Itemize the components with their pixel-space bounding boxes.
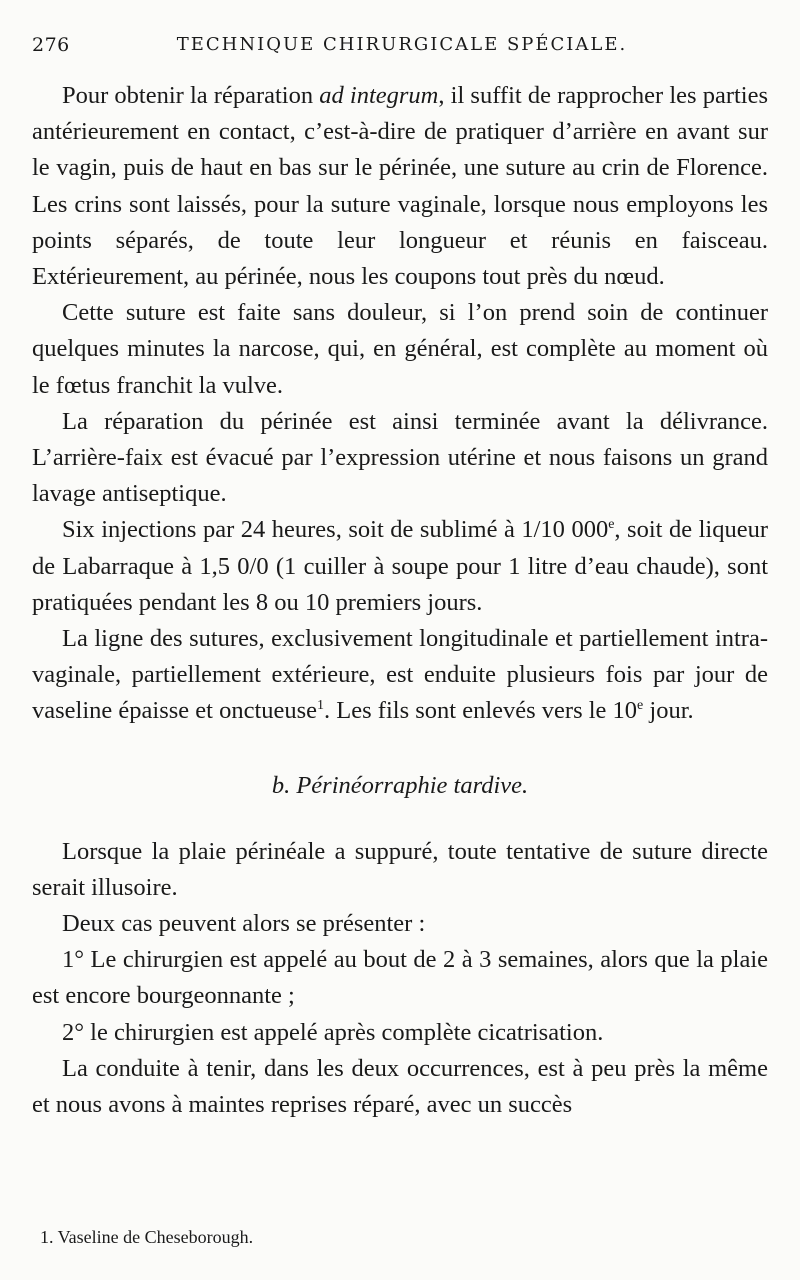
body-text [32,78,768,1123]
paragraph-text: , il suffit de rapprocher les parties antérieurement en contact, c’est-à-dire de pratiquer d’arrière en avant sur le vagin, puis de haut en bas sur le périnée, une suture au crin de Florence. Les crins sont laissés, pour la suture vaginale, lorsque nous employons les points séparés, de toute leur longueur et réunis en faisceau. Extérieurement, au périnée, nous les coupons tout près du nœud. [32,82,769,291]
paragraph-text: La ligne des sutures, exclusivement longitudinale et partiellement intra-vaginale, partiellement extérieure, est enduite plusieurs fois par jour de vaseline épaisse et onctueuse [32,625,768,725]
paragraph-suture: Cette suture est faite sans douleur, si l’on prend soin de continuer quelques minutes la narcose, qui, en général, est complète au moment où le fœtus franchit la vulve. [32,299,768,399]
paragraph-conduite: La conduite à tenir, dans les deux occurrences, est à peu près la même et nous avons à maintes reprises réparé, avec un succès [32,1054,768,1119]
paragraph-text: jour. [643,697,694,725]
paragraph-text: . Les fils sont enlevés vers le 10 [324,697,638,725]
footnote: 1. Vaseline de Cheseborough. [40,1227,254,1247]
paragraph-cas-1: 1° Le chirurgien est appelé au bout de 2 à 3 semaines, alors que la plaie est encore bourgeonnante ; [32,946,768,1010]
paragraph-reparation [32,78,768,295]
paragraph-delivrance: La réparation du périnée est ainsi terminée avant la délivrance. L’arrière-faix est évacué par l’expression utérine et nous faisons un grand lavage antiseptique. [32,407,768,508]
paragraph-text: , soit de liqueur de Labarraque à 1,5 0/0 (1 cuiller à soupe pour 1 litre d’eau chaude), sont pratiquées pendant les 8 ou 10 premiers jours. [32,516,769,616]
page-number: 276 [32,34,70,56]
footnote-marker: 1 [317,698,325,714]
paragraph-cas-2: 2° le chirurgien est appelé après complète cicatrisation. [62,1018,604,1046]
running-title: TECHNIQUE CHIRURGICALE SPÉCIALE. [176,34,628,55]
paragraph-text: Pour obtenir la réparation [62,82,320,109]
latin-phrase: ad integrum [319,82,439,109]
paragraph-ligne-sutures [32,621,768,730]
paragraph-deux-cas: Deux cas peuvent alors se présenter : [62,910,426,938]
paragraph-plaie: Lorsque la plaie périnéale a suppuré, toute tentative de suture directe serait illusoire. [32,837,768,901]
running-head [32,34,772,58]
section-heading: b. Périnéorraphie tardive. [271,771,529,799]
paragraph-text: Six injections par 24 heures, soit de sublimé à 1/10 000 [62,516,609,544]
superscript: e [608,517,615,533]
paragraph-injections [32,512,768,621]
superscript: e [637,698,644,714]
